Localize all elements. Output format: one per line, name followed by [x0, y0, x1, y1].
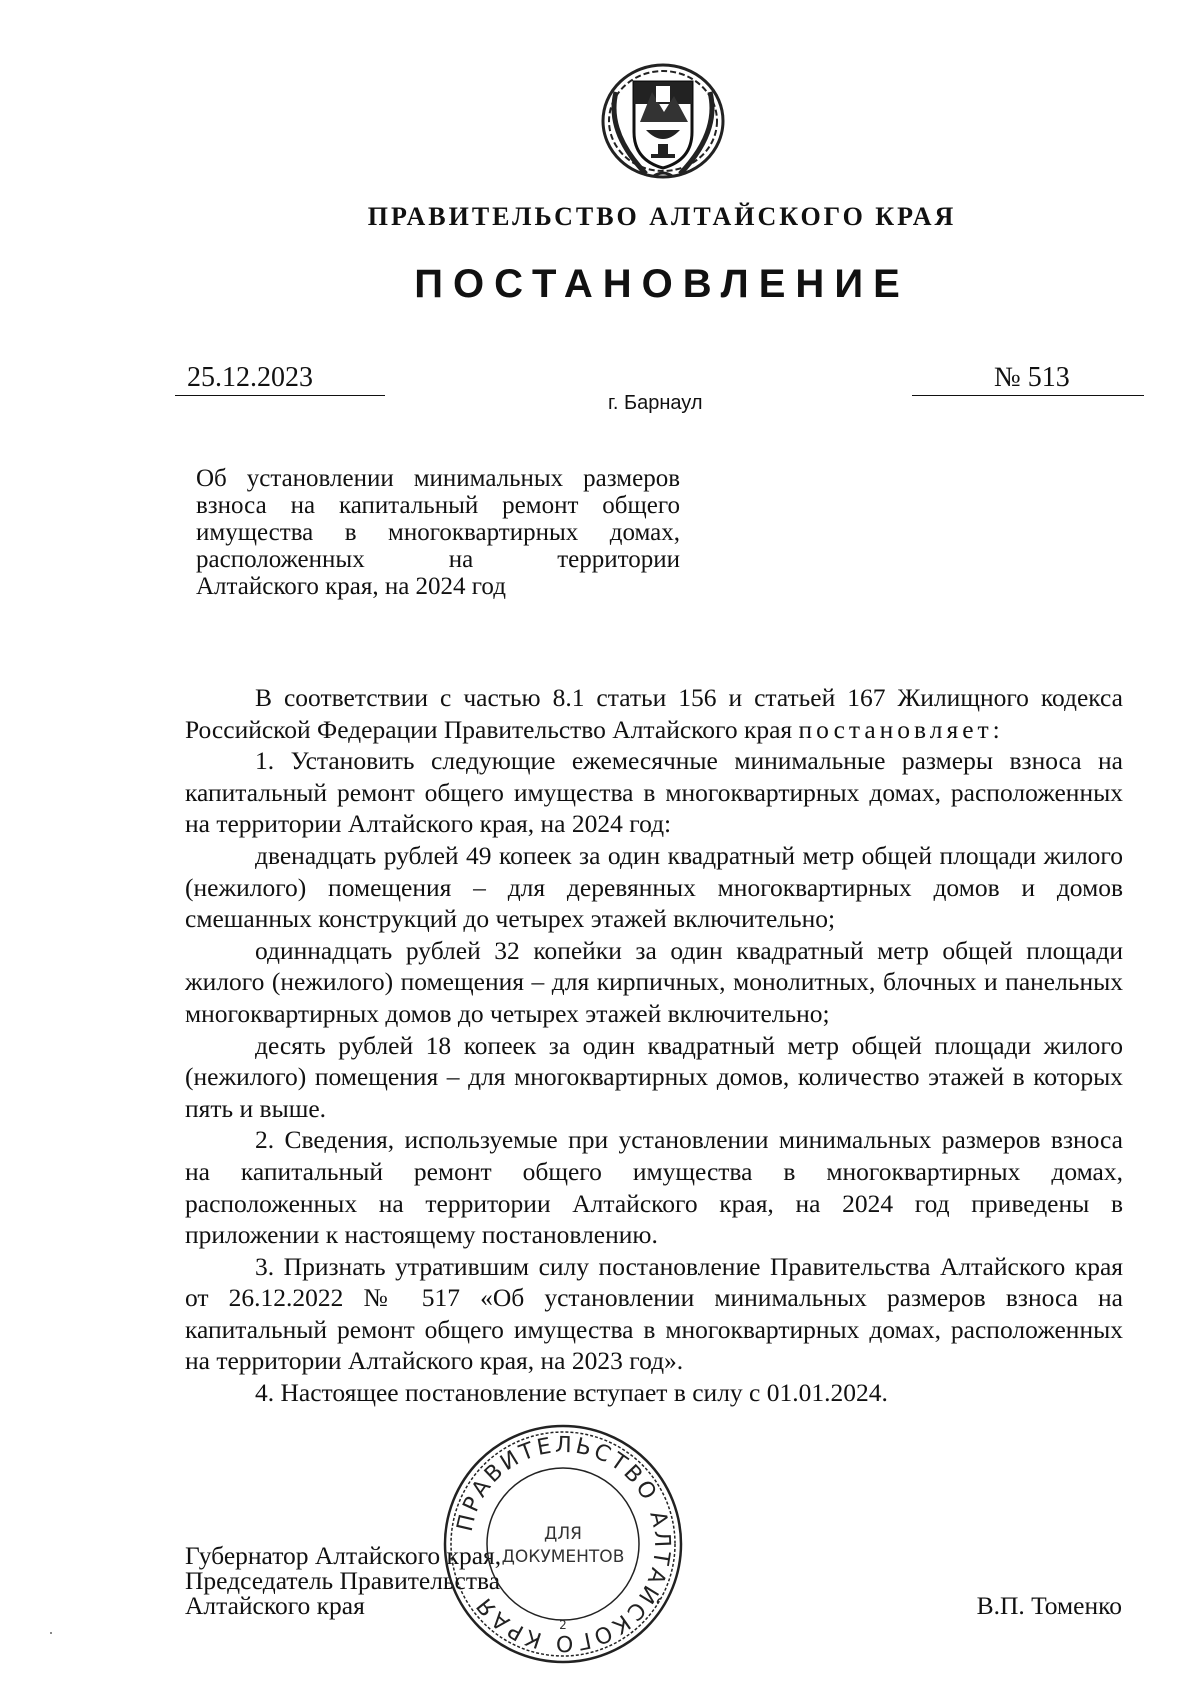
paragraph-item-3: 3. Признать утратившим силу постановление Правительства Алтайского края от 26.12.2022 № 517 «Об установлении минимальных размеров взноса на капитальный ремонт общего имущества в многоквартирных домах, расположенных на территории Алтайского края, на 2023 год». [185, 1251, 1123, 1376]
document-body [185, 682, 1123, 1409]
paragraph-item-4: 4. Настоящее постановление вступает в силу с 01.01.2024. [255, 1378, 888, 1408]
preamble-keyword: постановляет: [798, 714, 1004, 744]
document-date: 25.12.2023 [175, 360, 385, 396]
stamp-ring-text: ПРАВИТЕЛЬСТВО АЛТАЙСКОГО КРАЯ [452, 1432, 675, 1656]
coat-of-arms-emblem [596, 52, 730, 186]
title-line: Об установлении минимальных размеров [196, 465, 680, 492]
stamp-center-line: ДОКУМЕНТОВ [501, 1547, 625, 1567]
official-stamp [438, 1419, 688, 1669]
scan-speck [50, 1632, 52, 1634]
signatory-name: В.П. Томенко [976, 1591, 1122, 1620]
document-city: г. Барнаул [608, 392, 703, 414]
paragraph-item-1: 1. Установить следующие ежемесячные минимальные размеры взноса на капитальный ремонт общего имущества в многоквартирных домах, расположенных на территории Алтайского края, на 2024 год: [185, 746, 1123, 839]
title-line: имущества в многоквартирных домах, [196, 519, 680, 546]
position-line: Председатель Правительства [185, 1566, 501, 1595]
title-line: Алтайского края, на 2024 год [196, 573, 506, 600]
paragraph-item-1-a: двенадцать рублей 49 копеек за один квадратный метр общей площади жилого (нежилого) помещения – для деревянных многоквартирных домов и домов смешанных конструкций до четырех этажей включительно; [185, 840, 1123, 934]
preamble-paragraph [185, 682, 1123, 745]
document-number: № 513 [912, 360, 1144, 396]
title-line: взноса на капитальный ремонт общего [196, 492, 680, 519]
preamble-text: В соответствии с частью 8.1 статьи 156 и статьей 167 Жилищного кодекса Российской Федерации Правительство Алтайского края [185, 683, 1123, 744]
title-line: расположенных на территории [196, 546, 680, 573]
document-title [196, 465, 680, 600]
paragraph-item-1-c: десять рублей 18 копеек за один квадратный метр общей площади жилого (нежилого) помещения – для многоквартирных домов, количество этажей в которых пять и выше. [185, 1030, 1123, 1123]
document-type: ПОСТАНОВЛЕНИЕ [414, 262, 910, 306]
stamp-number: 2 [559, 1618, 567, 1632]
stamp-center-line: ДЛЯ [544, 1524, 582, 1544]
organization-name: ПРАВИТЕЛЬСТВО АЛТАЙСКОГО КРАЯ [367, 202, 957, 231]
position-line: Губернатор Алтайского края, [185, 1541, 502, 1570]
paragraph-item-2: 2. Сведения, используемые при установлении минимальных размеров взноса на капитальный ремонт общего имущества в многоквартирных домах, расположенных на территории Алтайского края, на 2024 год приведены в приложении к настоящему постановлению. [185, 1125, 1123, 1250]
position-line: Алтайского края [185, 1591, 365, 1620]
paragraph-item-1-b: одиннадцать рублей 32 копейки за один квадратный метр общей площади жилого (нежилого) помещения – для кирпичных, монолитных, блочных и панельных многоквартирных домов до четырех этажей включительно; [185, 935, 1123, 1028]
